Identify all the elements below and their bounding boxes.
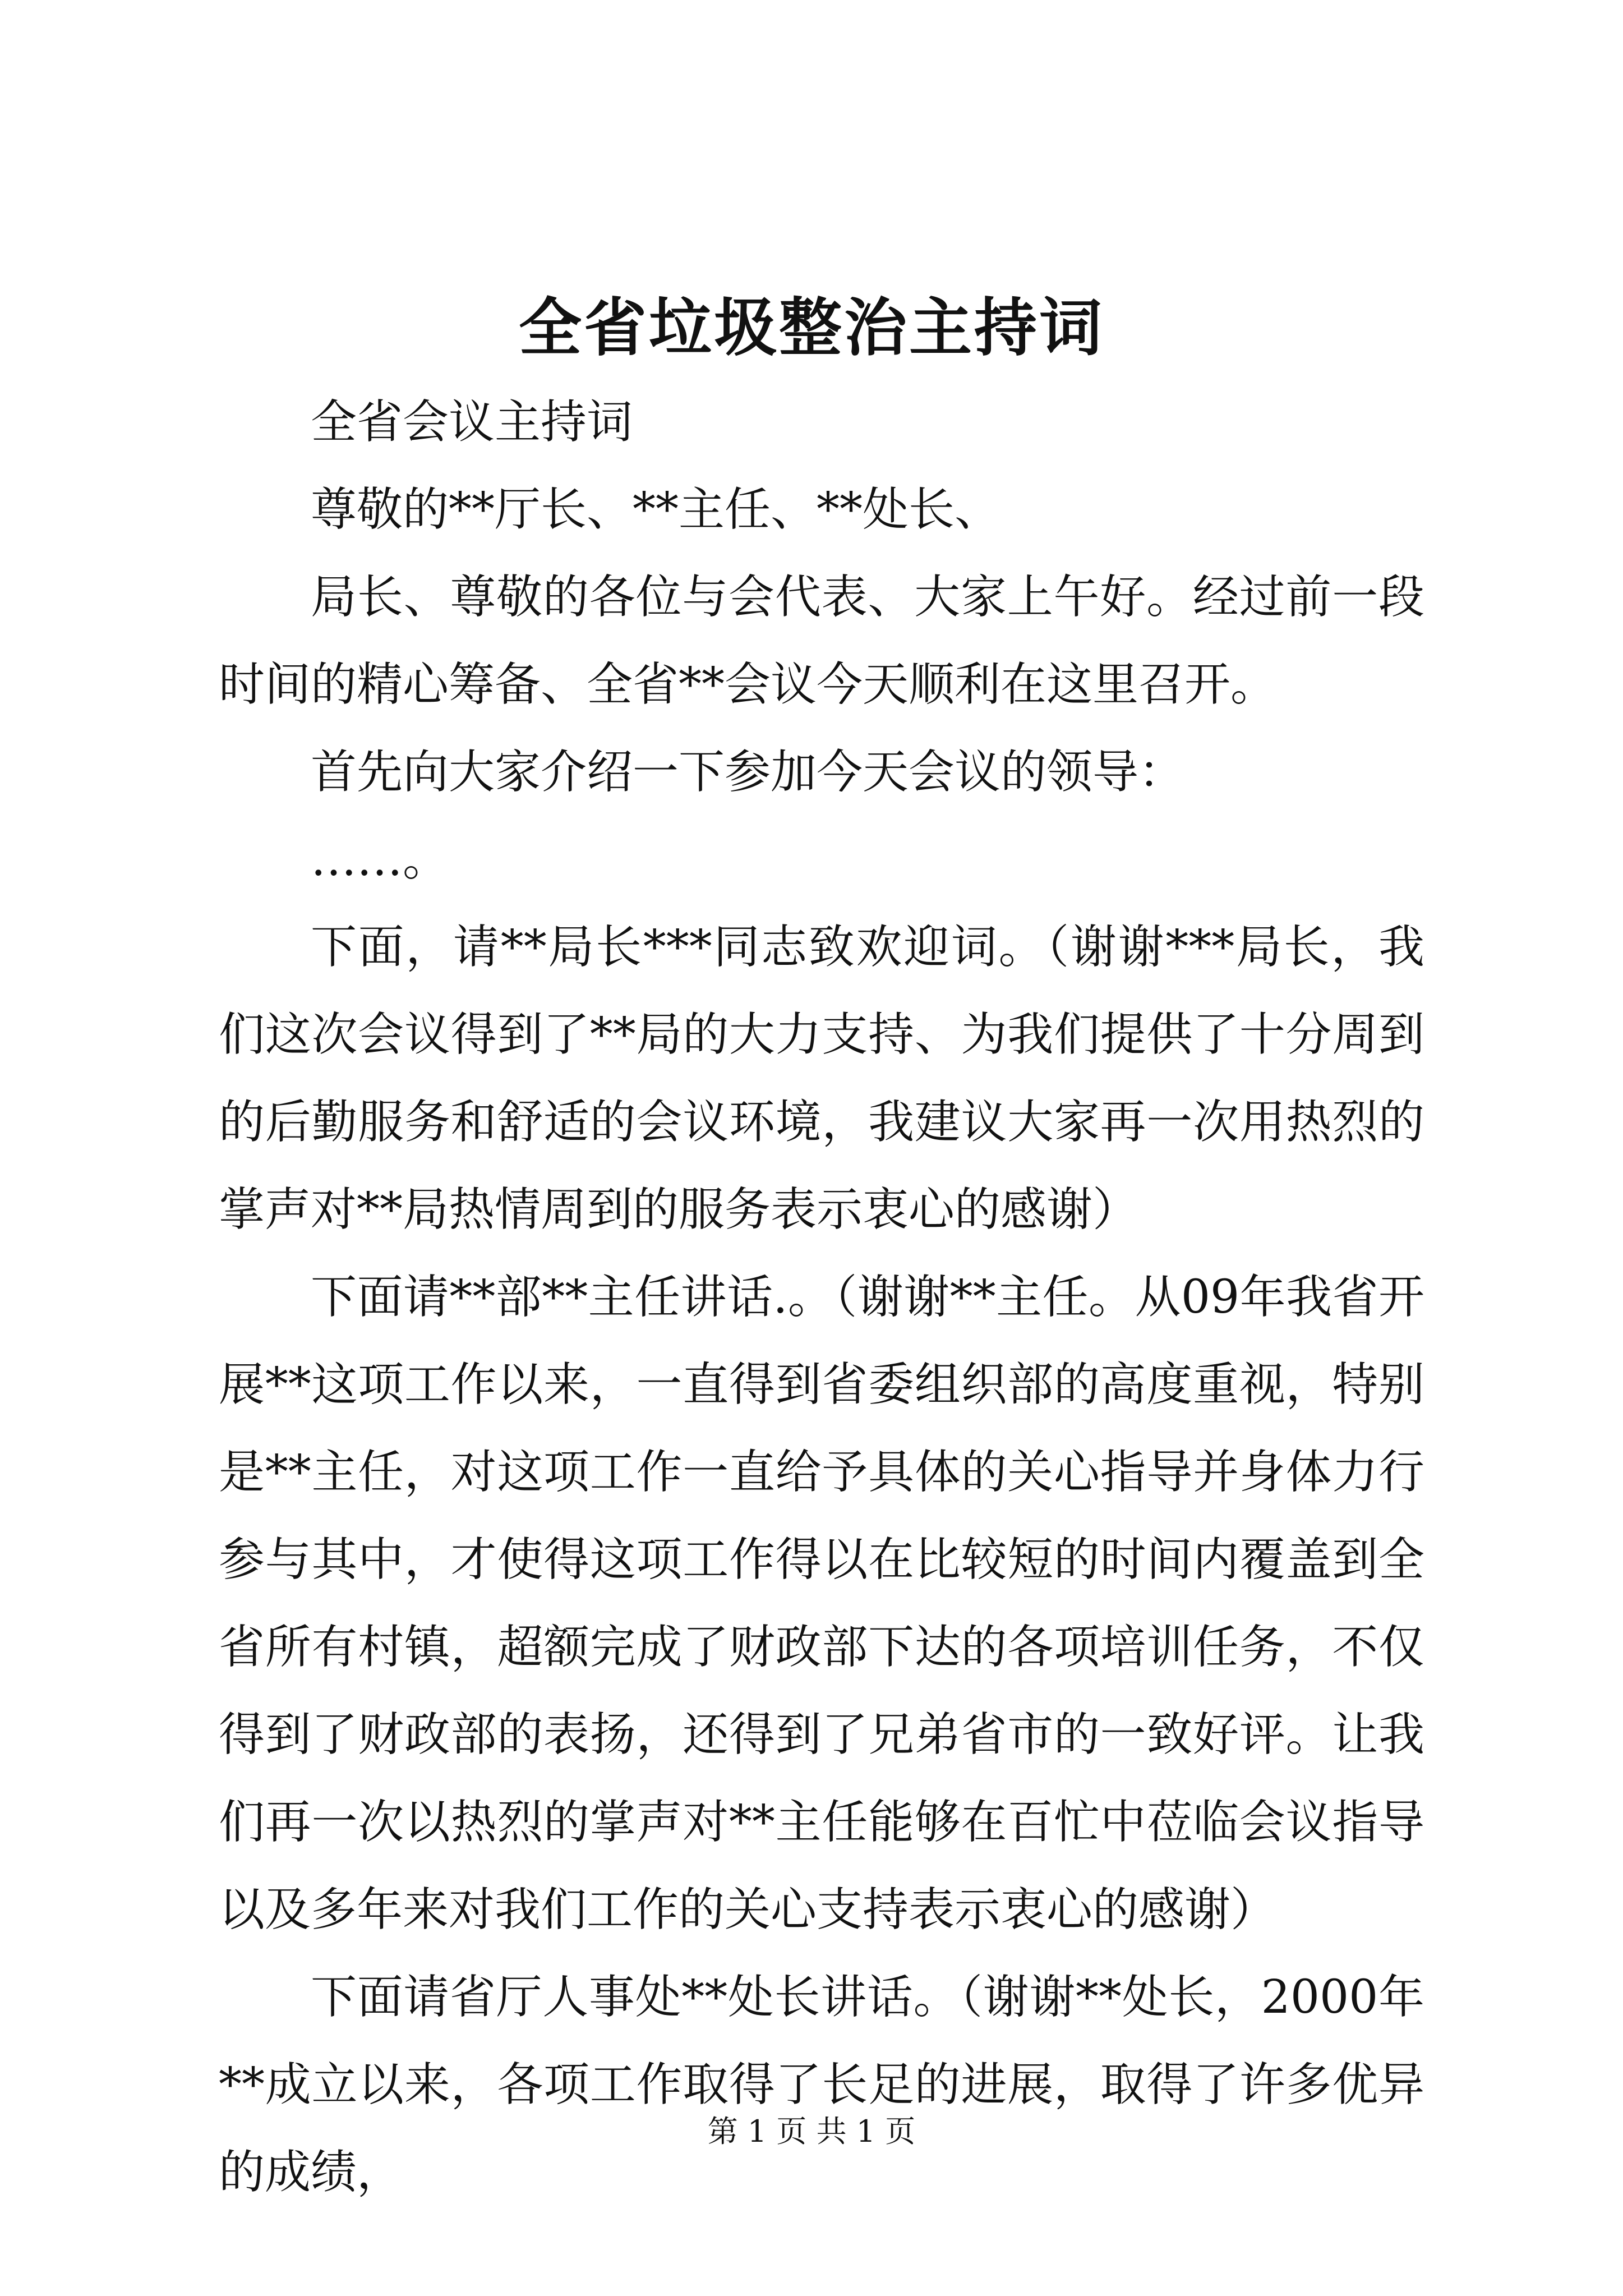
paragraph: 局长、尊敬的各位与会代表、大家上午好。经过前一段时间的精心筹备、全省**会议今天顺利在这里召开。	[219, 570, 1424, 711]
paragraph: 全省会议主持词	[311, 395, 633, 449]
paragraph: ……。	[311, 833, 449, 886]
paragraph: 尊敬的**厅长、**主任、**处长、	[311, 483, 1001, 536]
document-body	[219, 379, 1424, 2216]
paragraph: 下面请省厅人事处**处长讲话。（谢谢**处长，2000年**成立以来，各项工作取得了长足的进展，取得了许多优异的成绩，	[219, 1971, 1424, 2199]
paragraph: 下面请**部**主任讲话.。（谢谢**主任。从09年我省开展**这项工作以来，一直得到省委组织部的高度重视，特别是**主任，对这项工作一直给予具体的关心指导并身体力行参与其中，才使得这项工作得以在比较短的时间内覆盖到全省所有村镇，超额完成了财政部下达的各项培训任务，不仅得到了财政部的表扬，还得到了兄弟省市的一致好评。让我们再一次以热烈的掌声对**主任能够在百忙中莅临会议指导以及多年来对我们工作的关心支持表示衷心的感谢）	[219, 1271, 1424, 1936]
paragraph: 下面，请**局长***同志致欢迎词。（谢谢***局长，我们这次会议得到了**局的大力支持、为我们提供了十分周到的后勤服务和舒适的会议环境，我建议大家再一次用热烈的掌声对**局热情周到的服务表示衷心的感谢）	[219, 921, 1424, 1236]
page-footer: 第 1 页 共 1 页	[707, 2114, 916, 2149]
document-title: 全省垃圾整治主持词	[519, 291, 1104, 365]
paragraph: 首先向大家介绍一下参加今天会议的领导：	[311, 746, 1185, 799]
